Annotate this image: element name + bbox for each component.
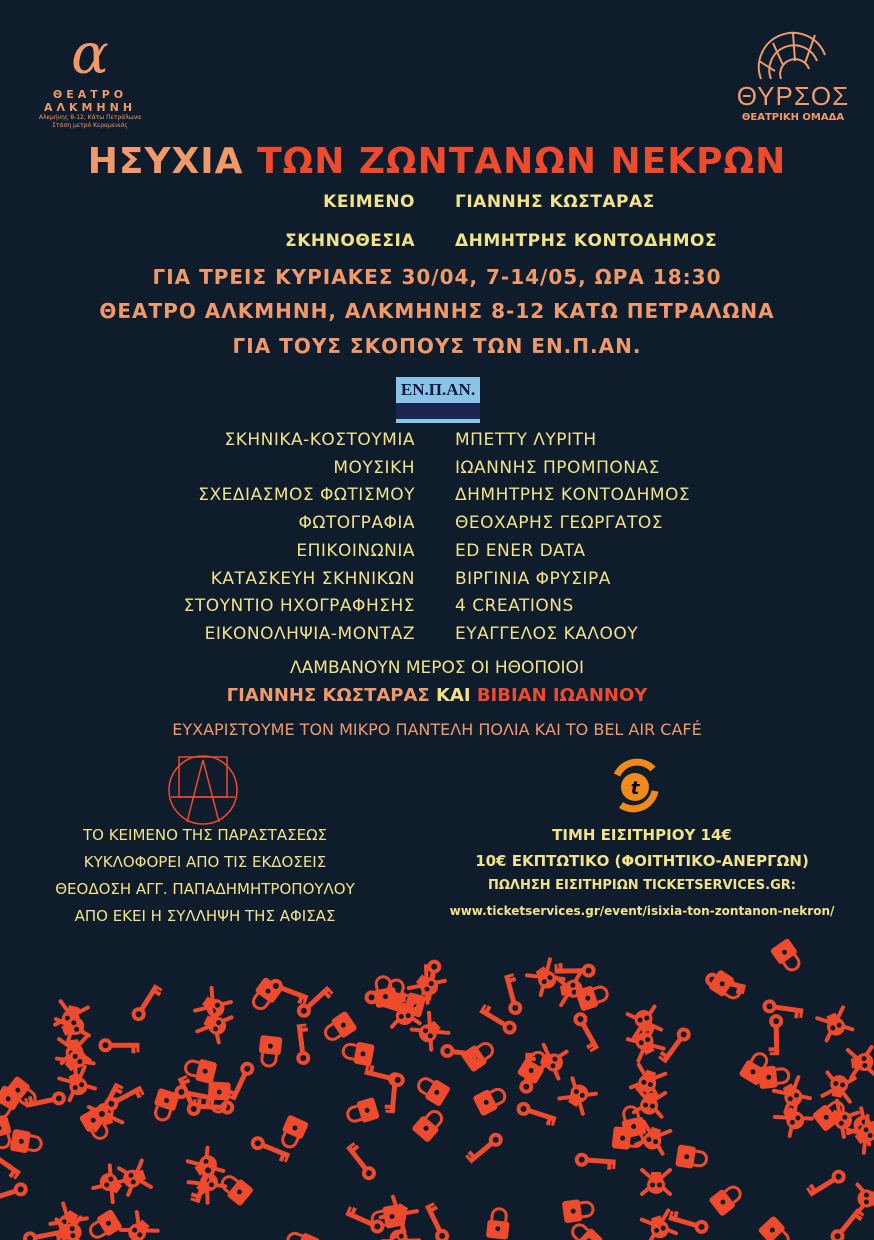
lock-icon [414, 1073, 451, 1107]
cast-names [0, 685, 874, 706]
lock-icon [277, 1114, 309, 1150]
schedule-text: ΓΙΑ ΤΡΕΙΣ ΚΥΡΙΑΚΕΣ 30/04, 7-14/05, ΩΡΑ 18:30 [152, 265, 722, 289]
skull-icon [119, 1161, 151, 1195]
lock-icon [411, 1106, 447, 1143]
credit-role: ΜΟΥΣΙΚΗ [333, 457, 415, 478]
play-title [0, 140, 874, 184]
ticket-discount: 10€ ΕΚΠΤΩΤΙΚΟ (ΦΟΙΤΗΤΙΚΟ-ΑΝΕΡΓΩΝ) [475, 852, 809, 870]
lock-icon [284, 1228, 320, 1240]
lock-icon [758, 1215, 795, 1240]
key-icon [292, 1023, 312, 1066]
skull-icon [848, 1047, 874, 1078]
credit-role: ΚΑΤΑΣΚΕΥΗ ΣΚΗΝΙΚΩΝ [210, 568, 415, 589]
credit-name: ΒΙΡΓΙΝΙΑ ΦΡΥΣΙΡΑ [455, 568, 611, 589]
credit-role: ΣΤΟΥΝΤΙΟ ΗΧΟΓΡΑΦΗΣΗΣ [183, 596, 415, 617]
logo-name-line2: ΑΛΚΜΗΝΗ [43, 101, 137, 114]
skull-icon [628, 1027, 664, 1061]
key-icon [342, 1141, 379, 1183]
enpan-logo [396, 377, 480, 423]
key-icon [806, 1166, 849, 1200]
key-icon [570, 1010, 603, 1053]
cause-text: ΓΙΑ ΤΟΥΣ ΣΚΟΠΟΥΣ ΤΩΝ ΕΝ.Π.ΑΝ. [232, 334, 642, 358]
credit-name: 4 CREATIONS [455, 596, 574, 617]
skull-icon [527, 959, 564, 995]
lock-icon [770, 938, 805, 975]
credit-role: ΣΚΗΝΙΚΑ-ΚΟΣΤΟΥΜΙΑ [224, 430, 415, 450]
publisher-line: ΑΠΟ ΕΚΕΙ Η ΣΥΛΛΗΨΗ ΤΗΣ ΑΦΙΣΑΣ [74, 907, 336, 925]
skull-icon [857, 1185, 874, 1213]
key-icon [421, 1202, 452, 1240]
ticket-info [410, 822, 874, 924]
logo-name-line1: ΘΕΑΤΡΟ [52, 88, 128, 101]
key-icon [102, 1082, 145, 1114]
thanks-text: ΕΥΧΑΡΙΣΤΟΥΜΕ ΤΟΝ ΜΙΚΡΟ ΠΑΝΤΕΛΗ ΠΟΛΙΑ ΚΑΙ ΤΟ BEL AIR CAFÉ [172, 720, 702, 739]
skull-icon [121, 1212, 158, 1240]
role-name: ΓΙΑΝΝΗΣ ΚΩΣΤΑΡΑΣ [455, 192, 655, 212]
title-part1: ΗΣΥΧΙΑ [87, 141, 258, 182]
lock-icon [708, 1181, 745, 1217]
logo-address: Αλκμήνης 8-12, Κάτω Πετράλωνα [38, 114, 142, 121]
key-icon [554, 962, 595, 978]
skull-icon [817, 1007, 852, 1040]
key-icon [22, 1225, 65, 1240]
credit-name: ΘΕΟΧΑΡΗΣ ΓΕΩΡΓΑΤΟΣ [455, 513, 664, 534]
key-icon [500, 973, 525, 1016]
lock-icon [86, 1209, 123, 1240]
credit-role: ΕΙΚΟΝΟΛΗΨΙΑ-ΜΟΝΤΑΖ [204, 623, 415, 644]
key-icon [0, 1180, 30, 1207]
actor-name: ΒΙΒΙΑΝ ΙΩΑΝΝΟΥ [476, 685, 648, 706]
skull-icon [631, 1065, 665, 1097]
ticket-sales: ΠΩΛΗΣΗ ΕΙΣΙΤΗΡΙΩΝ TICKETSERVICES.GR: [488, 878, 796, 893]
credit-name: ΕΥΑΓΓΕΛΟΣ ΚΑΛΟΟΥ [455, 623, 639, 644]
publisher-line: ΚΥΚΛΟΦΟΡΕΙ ΑΠΟ ΤΙΣ ΕΚΔΟΣΕΙΣ [83, 853, 327, 871]
lock-icon [321, 1010, 358, 1045]
credit-name: ΙΩΑΝΝΗΣ ΠΡΟΜΠΟΝΑΣ [455, 457, 660, 478]
cast-and: ΚΑΙ [429, 685, 477, 706]
lock-icon [472, 1083, 509, 1116]
role-label: ΣΚΗΝΟΘΕΣΙΑ [285, 231, 415, 251]
cast-heading: ΛΑΜΒΑΝΟΥΝ ΜΕΡΟΣ ΟΙ ΗΘΟΠΟΙΟΙ [290, 658, 584, 678]
ticket-url-link[interactable]: www.ticketservices.gr/event/isixia-ton-zontanon-nekron/ [449, 904, 835, 918]
ticket-services-icon [603, 755, 667, 819]
publisher-line: ΘΕΟΔΟΣΗ ΑΓΓ. ΠΑΠΑΔΗΜΗΤΡΟΠΟΥΛΟΥ [55, 880, 355, 898]
credit-name: ΜΠΕΤΤΥ ΛΥΡΙΤΗ [455, 430, 597, 450]
key-icon [248, 1134, 292, 1163]
lock-icon [675, 1144, 708, 1170]
lock-icon [341, 1039, 375, 1066]
lock-icon [257, 1035, 282, 1067]
actor-name: ΓΙΑΝΝΗΣ ΚΩΣΤΑΡΑΣ [226, 685, 430, 706]
alpha-symbol: α [71, 22, 109, 87]
thyrsos-logo [728, 25, 858, 124]
lock-icon [345, 1097, 380, 1127]
thyrsos-subtitle: ΘΕΑΤΡΙΚΗ ΟΜΑΔΑ [741, 112, 845, 123]
credit-role: ΣΧΕΔΙΑΣΜΟΣ ΦΩΤΙΣΜΟΥ [198, 485, 415, 506]
title-part2: ΤΩΝ ΖΩΝΤΑΝΩΝ ΝΕΚΡΩΝ [257, 141, 787, 182]
key-icon [768, 1014, 784, 1055]
key-icon [226, 1059, 257, 1102]
skull-icon [559, 1078, 596, 1113]
theatro-alkmini-logo [30, 22, 150, 130]
publisher-logo-icon [165, 752, 241, 828]
publisher-text [0, 822, 410, 930]
enpan-strip [396, 403, 480, 419]
amphitheater-icon [753, 25, 833, 81]
key-icon [574, 1152, 616, 1170]
credit-name: ΔΗΜΗΤΡΗΣ ΚΟΝΤΟΔΗΜΟΣ [455, 485, 691, 506]
skull-icon [642, 1170, 670, 1194]
skull-icon [412, 1013, 449, 1050]
lock-icon [217, 1171, 254, 1207]
role-label: ΚΕΙΜΕΝΟ [323, 192, 415, 212]
key-icon [98, 1038, 139, 1053]
role-name: ΔΗΜΗΤΡΗΣ ΚΟΝΤΟΔΗΜΟΣ [455, 231, 718, 251]
key-icon [343, 1205, 387, 1235]
svg-text:t: t [630, 778, 640, 799]
key-icon [465, 1129, 506, 1167]
publisher-line: ΤΟ ΚΕΙΜΕΝΟ ΤΗΣ ΠΑΡΑΣΤΑΣΕΩΣ [82, 826, 328, 844]
ticket-price: ΤΙΜΗ ΕΙΣΙΤΗΡΙΟΥ 14€ [552, 826, 732, 844]
key-icon [129, 982, 163, 1025]
venue-text: ΘΕΑΤΡΟ ΑΛΚΜΗΝΗ, ΑΛΚΜΗΝΗΣ 8-12 ΚΑΤΩ ΠΕΤΡΑΛΩΝΑ [99, 299, 775, 323]
credit-name: ED ENER DATA [455, 540, 586, 561]
lock-icon [486, 1208, 511, 1240]
lock-icon [10, 1129, 43, 1156]
logo-address2: Στάση μετρό Κεραμεικός [52, 122, 128, 129]
key-icon [363, 1064, 406, 1088]
enpan-name: ΕΝ.Π.ΑΝ. [400, 380, 476, 399]
lock-icon [562, 1197, 595, 1223]
key-icon [761, 998, 804, 1019]
credit-role: ΕΠΙΚΟΙΝΩΝΙΑ [296, 540, 415, 561]
credit-role: ΦΩΤΟΓΡΑΦΙΑ [298, 513, 415, 534]
key-icon [514, 1100, 558, 1127]
ticket-services-logo [603, 755, 667, 819]
thyrsos-name: ΘΥΡΣΟΣ [736, 81, 850, 111]
